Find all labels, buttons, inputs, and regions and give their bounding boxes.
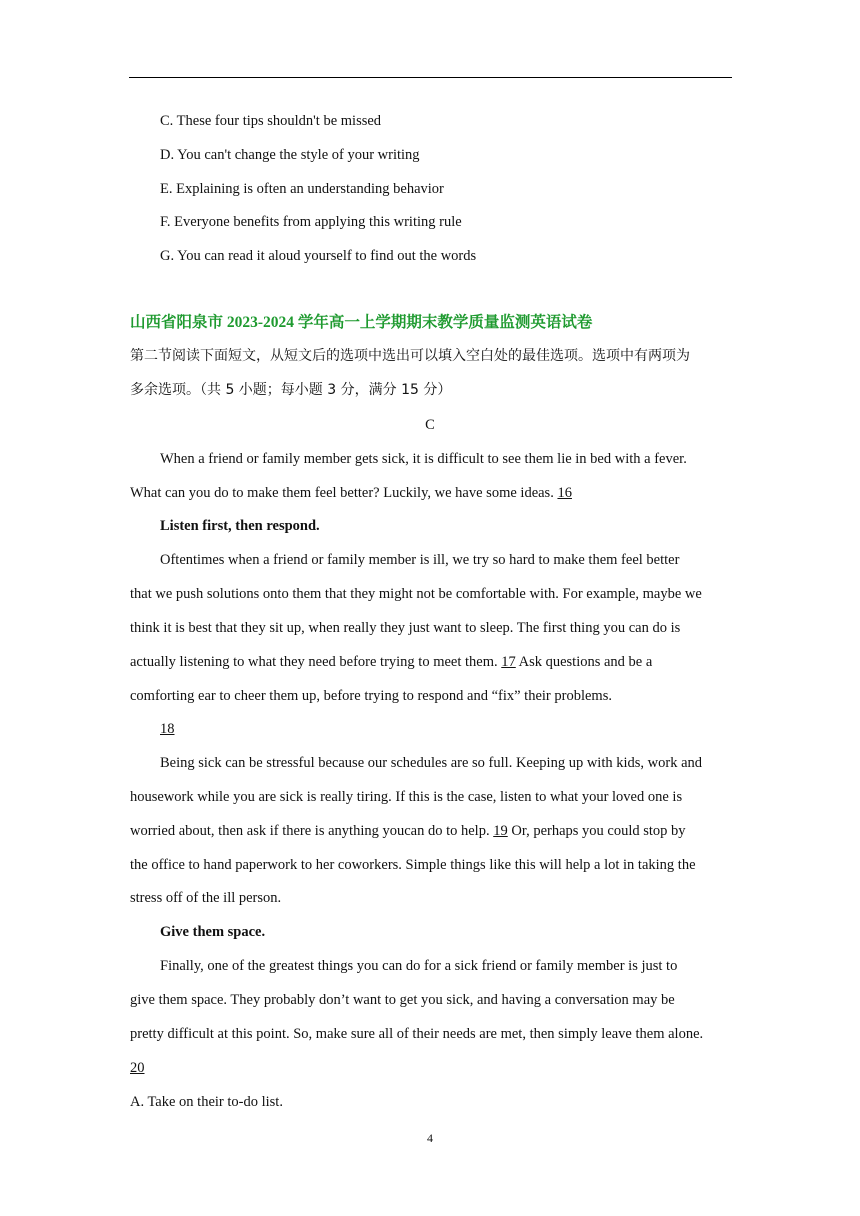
p3-line-3: [130, 821, 686, 841]
header-rule: [129, 77, 732, 78]
heading-listen-first: Listen first, then respond.: [160, 518, 320, 534]
blank-16: 16: [557, 485, 572, 501]
p2-line-4a: actually listening to what they need before trying to meet them.: [130, 654, 498, 670]
passage-label: C: [425, 417, 435, 433]
p3-line-3a: worried about, then ask if there is anything youcan do to help.: [130, 823, 490, 839]
p2-line-2: that we push solutions onto them that they might not be comfortable with. For example, maybe we: [130, 586, 702, 602]
option-e: E. Explaining is often an understanding behavior: [160, 181, 444, 197]
option-g: G. You can read it aloud yourself to find out the words: [160, 248, 477, 264]
blank-20: 20: [130, 1060, 145, 1076]
p4-line-3: pretty difficult at this point. So, make sure all of their needs are met, then simply leave them alone.: [130, 1026, 704, 1042]
p2-line-4b: Ask questions and be a: [518, 654, 653, 670]
option-a: A. Take on their to-do list.: [130, 1094, 283, 1110]
p1-line-2: [130, 483, 572, 503]
blank-18: 18: [160, 721, 175, 737]
p2-line-3: think it is best that they sit up, when really they just want to sleep. The first thing you can do is: [130, 620, 681, 636]
heading-give-space: Give them space.: [160, 924, 266, 940]
p3-line-4: the office to hand paperwork to her coworkers. Simple things like this will help a lot in taking the: [130, 857, 696, 873]
option-c: C. These four tips shouldn't be missed: [160, 113, 382, 129]
p2-line-1: Oftentimes when a friend or family member is ill, we try so hard to make them feel better: [160, 552, 680, 568]
p3-line-3b: Or, perhaps you could stop by: [511, 823, 686, 839]
p2-line-5: comforting ear to cheer them up, before trying to respond and “fix” their problems.: [130, 688, 612, 704]
option-d: D. You can't change the style of your writing: [160, 147, 420, 163]
p1-line-1: When a friend or family member gets sick, it is difficult to see them lie in bed with a fever.: [160, 451, 687, 467]
blank-19: 19: [493, 823, 508, 839]
instruction-line-1: 第二节阅读下面短文，从短文后的选项中选出可以填入空白处的最佳选项。选项中有两项为: [130, 348, 690, 364]
p2-line-4: [130, 652, 652, 672]
option-f: F. Everyone benefits from applying this writing rule: [160, 214, 462, 230]
p4-line-2: give them space. They probably don’t want to get you sick, and having a conversation may be: [130, 992, 675, 1008]
p3-line-5: stress off of the ill person.: [130, 890, 282, 906]
blank-17: 17: [501, 654, 516, 670]
page-number: 4: [427, 1131, 433, 1145]
section-title: 山西省阳泉市 2023-2024 学年高一上学期期末教学质量监测英语试卷: [130, 314, 593, 331]
p3-line-2: housework while you are sick is really tiring. If this is the case, listen to what your loved one is: [130, 789, 683, 805]
p4-line-1: Finally, one of the greatest things you can do for a sick friend or family member is just to: [160, 958, 678, 974]
p1-line-2-text: What can you do to make them feel better? Luckily, we have some ideas.: [130, 485, 554, 501]
instruction-line-2: 多余选项。（共 5 小题；每小题 3 分，满分 15 分）: [130, 382, 452, 398]
p3-line-1: Being sick can be stressful because our schedules are so full. Keeping up with kids, work and: [160, 755, 703, 771]
